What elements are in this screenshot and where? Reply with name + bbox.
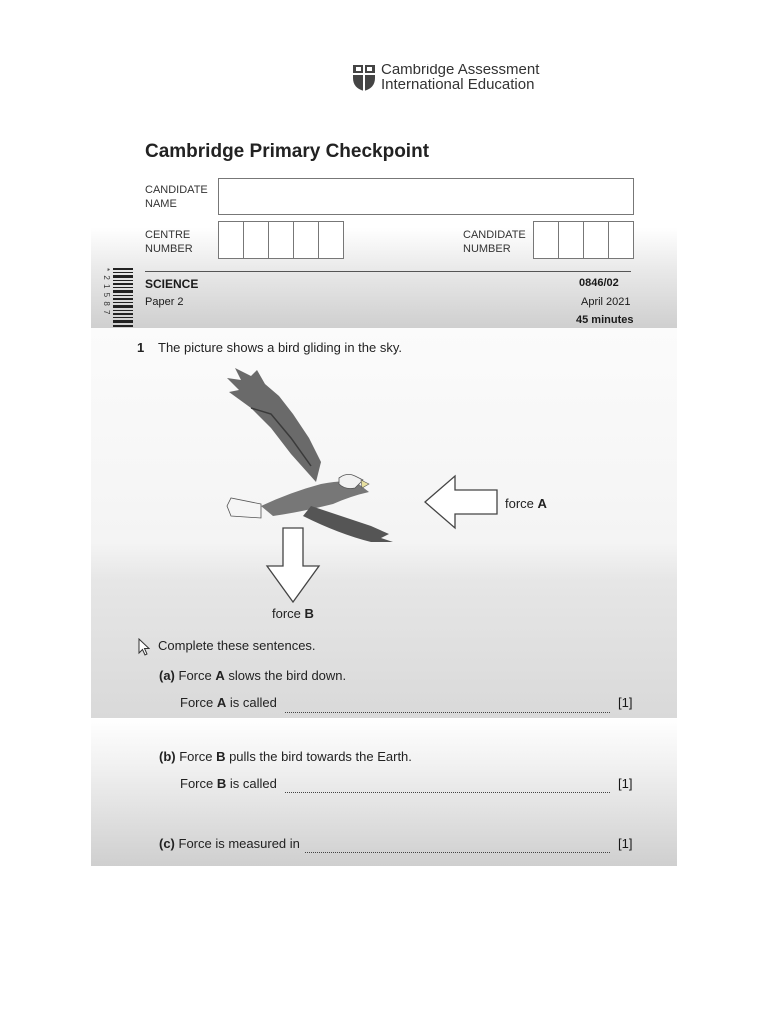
part-b-marks: [1] — [618, 776, 633, 791]
part-a-answer-line[interactable] — [285, 712, 610, 713]
part-c-answer-line[interactable] — [305, 852, 610, 853]
candidate-name-label: CANDIDATE NAME — [145, 184, 208, 210]
paper-label: Paper 2 — [145, 296, 184, 308]
cambridge-crest-logo — [352, 64, 376, 92]
eagle-illustration — [221, 366, 401, 548]
part-b-prompt: Force B is called — [180, 776, 277, 791]
centre-number-field[interactable] — [218, 221, 344, 259]
candidate-number-field[interactable] — [533, 221, 634, 259]
question-1-panel — [91, 328, 677, 718]
barcode-image — [113, 268, 133, 328]
force-a-arrow-icon — [423, 474, 499, 530]
candidate-number-label: CANDIDATE NUMBER — [463, 229, 526, 255]
exam-duration: 45 minutes — [576, 314, 634, 326]
question-1-continued-panel — [91, 718, 677, 866]
force-b-label: force B — [272, 606, 314, 621]
instruction-text: Complete these sentences. — [158, 638, 316, 653]
header-divider — [145, 271, 631, 272]
question-number: 1 — [137, 340, 145, 355]
question-intro: The picture shows a bird gliding in the sky. — [158, 340, 402, 355]
part-c-marks: [1] — [618, 836, 633, 851]
force-b-arrow-icon — [265, 526, 321, 604]
part-a-marks: [1] — [618, 695, 633, 710]
org-name-line2: International Education — [381, 76, 535, 93]
part-b-answer-line[interactable] — [285, 792, 610, 793]
barcode-digits: * 2 1 5 8 7 — [102, 268, 111, 316]
part-a-statement: (a) Force A slows the bird down. — [159, 668, 347, 683]
part-a-prompt: Force A is called — [180, 695, 277, 710]
candidate-name-field[interactable] — [218, 178, 634, 215]
centre-number-label: CENTRE NUMBER — [145, 229, 193, 255]
part-c-prompt: (c) Force is measured in — [159, 836, 300, 851]
exam-date: April 2021 — [581, 296, 631, 308]
paper-code: 0846/02 — [579, 277, 619, 289]
subject-label: SCIENCE — [145, 277, 199, 291]
org-name-line1: Cambridge Assessment — [381, 64, 540, 78]
exam-header-panel — [91, 64, 677, 328]
page-title: Cambridge Primary Checkpoint — [145, 141, 430, 162]
force-a-label: force A — [505, 496, 547, 511]
mouse-pointer-icon — [138, 638, 150, 656]
part-b-statement: (b) Force B pulls the bird towards the Earth. — [159, 749, 412, 764]
